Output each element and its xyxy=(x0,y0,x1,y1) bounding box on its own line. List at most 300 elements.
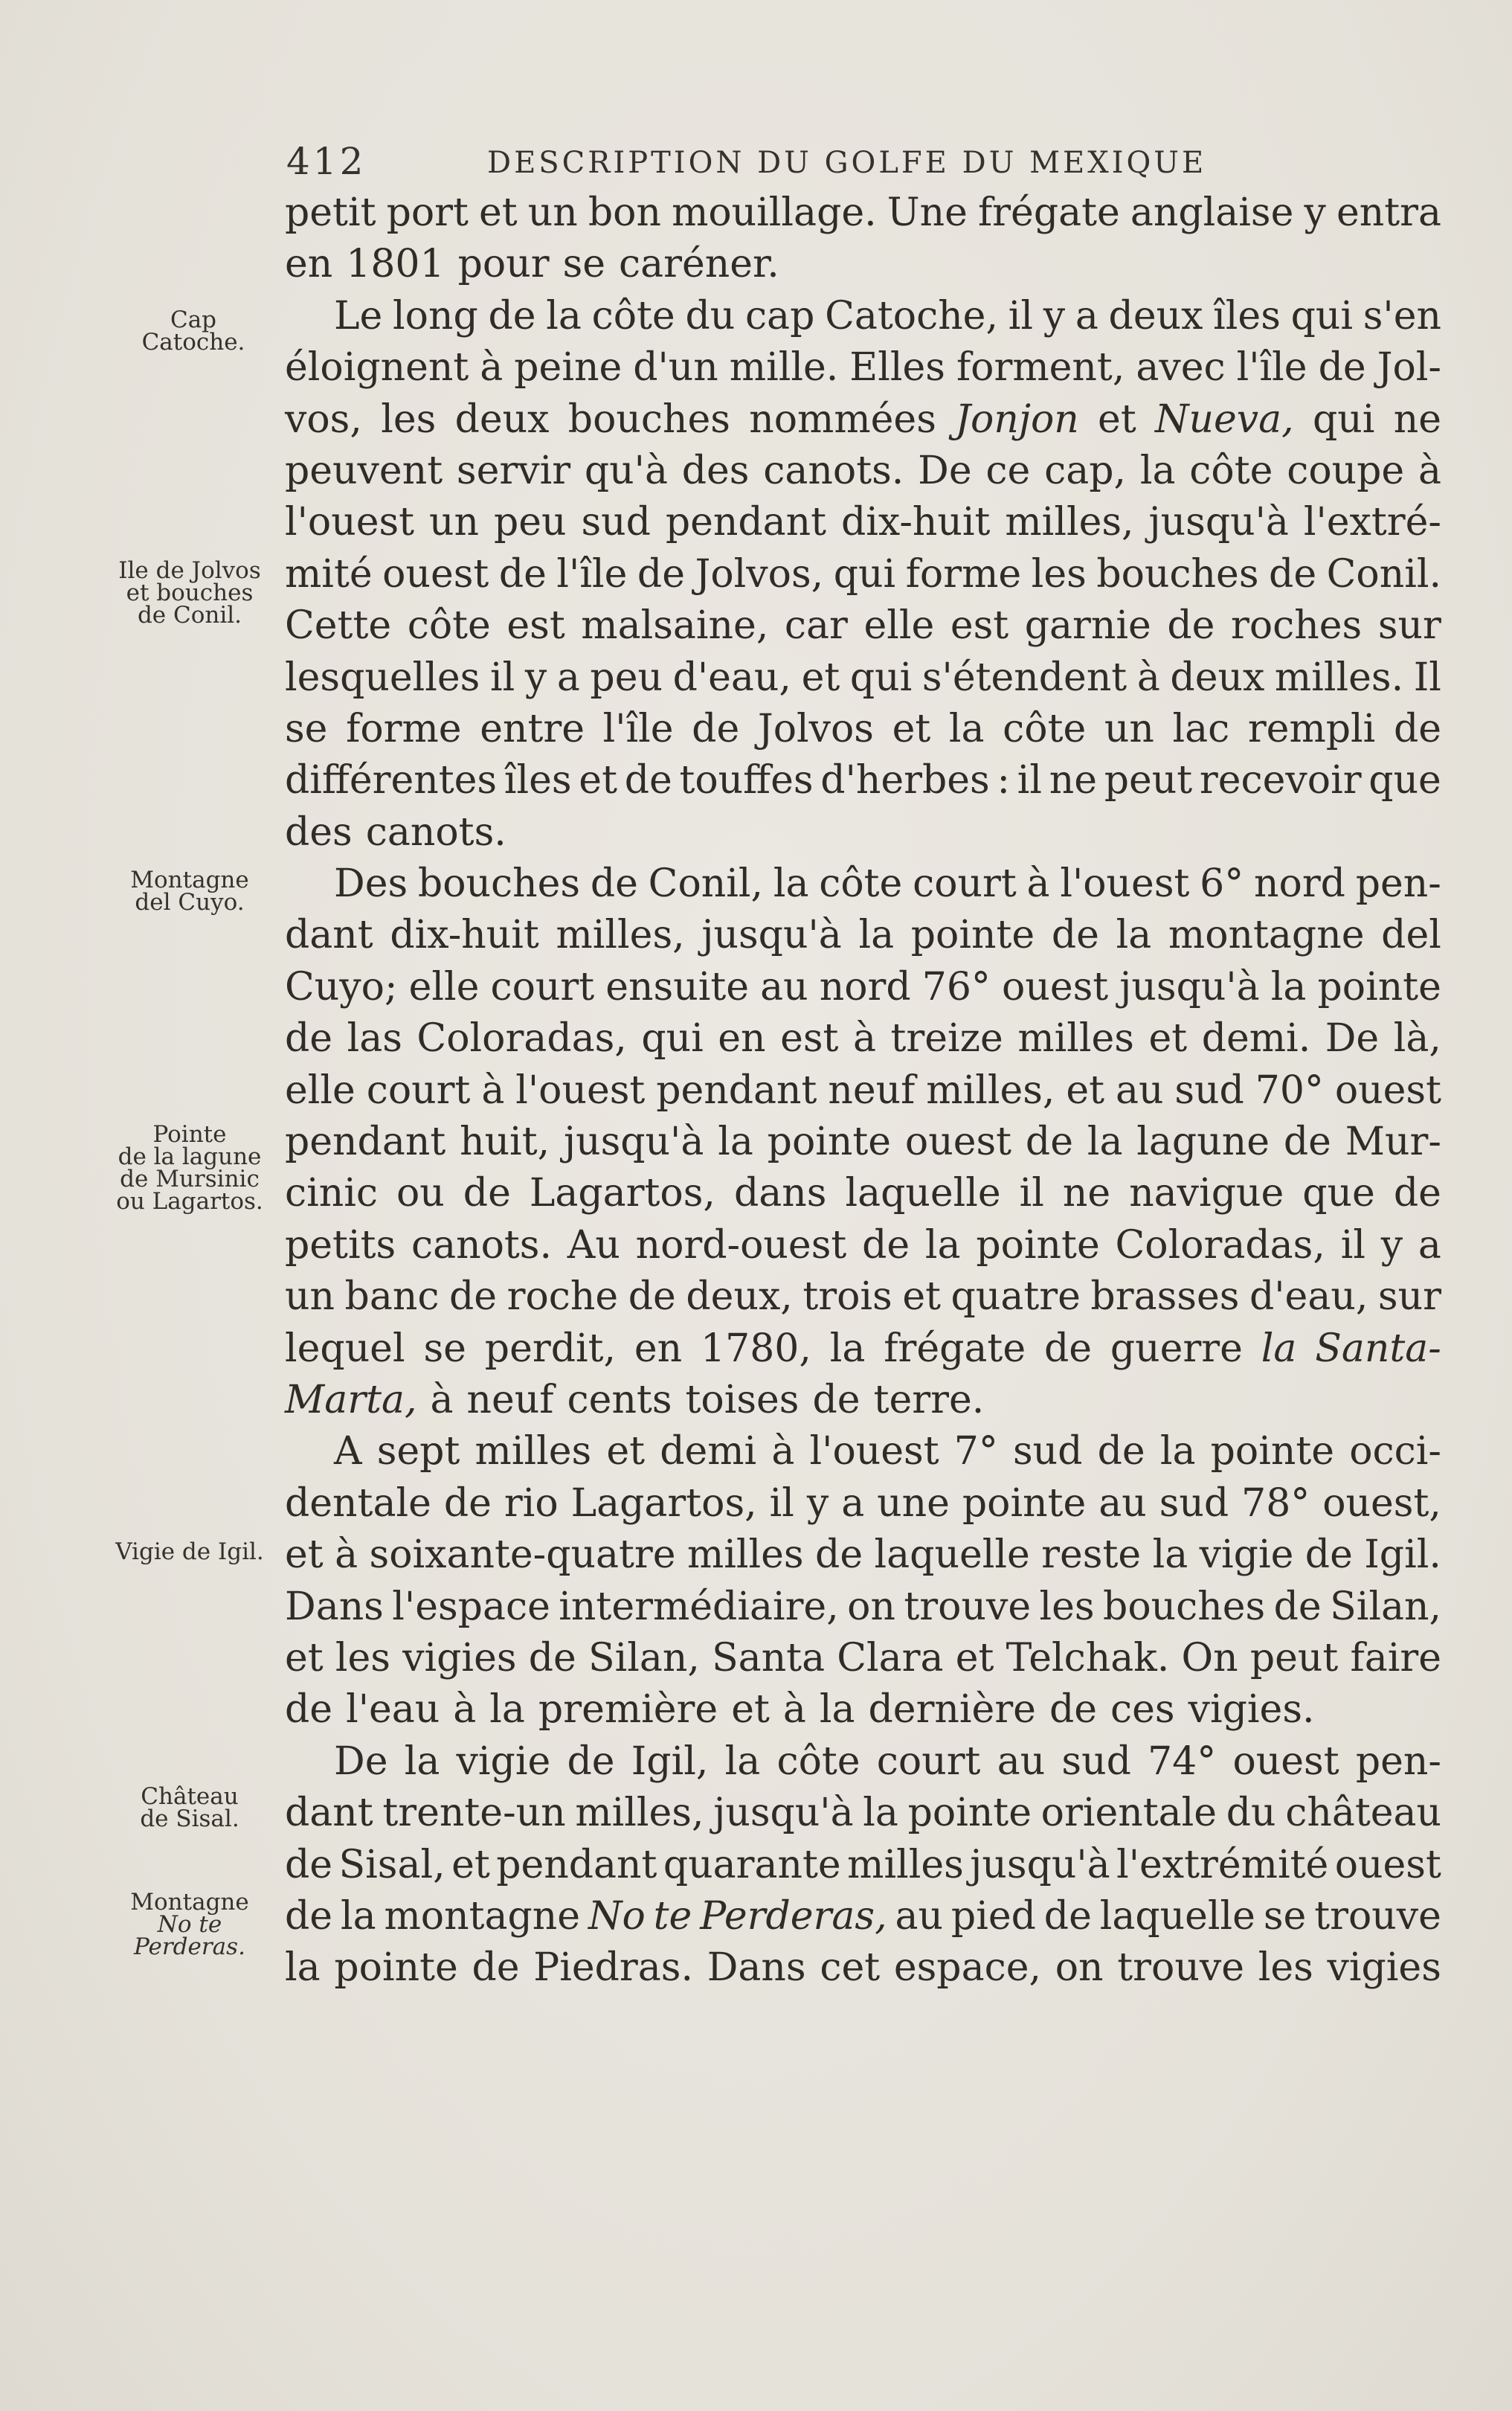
word: milles, xyxy=(575,1791,704,1836)
word: dans xyxy=(733,1171,827,1216)
text-line xyxy=(285,1684,1441,1736)
word: ce xyxy=(985,448,1031,493)
word: y xyxy=(524,655,547,700)
text-line xyxy=(285,1529,1441,1581)
word: de xyxy=(449,1274,498,1320)
word: Au xyxy=(567,1222,620,1268)
word: No xyxy=(588,1893,646,1939)
text-line xyxy=(285,704,1441,755)
word: les xyxy=(381,397,437,442)
word: canots. xyxy=(411,1222,552,1268)
word: côte xyxy=(1003,706,1087,751)
word: entra xyxy=(1336,190,1441,235)
word: l'ouest xyxy=(515,1068,646,1113)
word: la xyxy=(1087,1120,1123,1165)
word: la xyxy=(1116,913,1152,958)
word: l'île xyxy=(1236,345,1307,391)
word: cet xyxy=(820,1945,881,1991)
word: du xyxy=(1226,1791,1276,1836)
word: lesquelles xyxy=(285,655,480,700)
word: guerre xyxy=(1110,1326,1243,1371)
word: sud xyxy=(581,500,651,545)
word: de xyxy=(1318,345,1366,391)
word: qui xyxy=(641,1016,704,1062)
word: les xyxy=(1039,1584,1095,1629)
word: pointe xyxy=(907,1791,1032,1836)
word: la xyxy=(285,1945,321,1991)
word: Coloradas, xyxy=(1115,1222,1325,1268)
word: d'un xyxy=(633,345,718,391)
word: en xyxy=(718,1016,766,1062)
word: ne xyxy=(1049,758,1097,803)
word: côte xyxy=(591,293,675,338)
word: Dans xyxy=(285,1584,384,1629)
word: deux xyxy=(454,397,550,442)
word: dentale xyxy=(285,1480,431,1526)
word: navigue xyxy=(1129,1171,1284,1216)
word: milles xyxy=(686,1532,804,1578)
word: et xyxy=(285,1532,324,1578)
word: de xyxy=(812,1377,860,1422)
word: et xyxy=(1148,1016,1188,1062)
word: car xyxy=(784,603,848,649)
word: la xyxy=(924,1222,961,1268)
text-line xyxy=(285,1891,1441,1942)
text-line xyxy=(285,962,1441,1013)
margin-note-vigie-de-igil: Vigie de Igil. xyxy=(115,1538,264,1565)
word: de xyxy=(285,1893,333,1939)
word: se xyxy=(285,706,328,751)
word: frégate xyxy=(977,190,1120,235)
word: Santa xyxy=(712,1635,826,1680)
word: la xyxy=(718,1120,753,1165)
text-line xyxy=(285,600,1441,652)
word: court xyxy=(366,1068,471,1113)
word: la xyxy=(340,1893,376,1939)
word: de xyxy=(637,551,685,597)
word: 7° xyxy=(953,1429,998,1474)
word: court xyxy=(913,861,1017,907)
word: milles, xyxy=(926,1068,1055,1113)
word: nord xyxy=(1254,861,1345,907)
word: rempli xyxy=(1247,706,1376,751)
word: Lagartos, xyxy=(570,1480,757,1526)
word: et xyxy=(801,655,840,700)
word: caréner. xyxy=(619,242,779,287)
word: Cette xyxy=(285,603,392,649)
word: jusqu'à xyxy=(713,1791,854,1836)
text-line xyxy=(285,755,1441,806)
word: l'ouest xyxy=(285,500,415,545)
word: l'extrémité xyxy=(1116,1842,1329,1887)
word: toises xyxy=(685,1377,800,1422)
word: la xyxy=(948,706,985,751)
running-title: DESCRIPTION DU GOLFE DU MEXIQUE xyxy=(487,146,1207,180)
word: pendant xyxy=(496,1842,657,1887)
word: : xyxy=(997,758,1010,803)
word: un xyxy=(285,1274,335,1320)
word: forme xyxy=(346,706,462,751)
word: quarante xyxy=(663,1842,841,1887)
word: vigies xyxy=(402,1635,517,1680)
word: petits xyxy=(285,1222,396,1268)
word: îles xyxy=(504,758,572,803)
word: la xyxy=(1159,1429,1196,1474)
word: 76° xyxy=(921,964,991,1009)
word: sud xyxy=(1061,1739,1131,1784)
text-line xyxy=(285,1478,1441,1529)
word: terre. xyxy=(873,1377,985,1422)
word: canots. xyxy=(763,448,904,493)
word: pointe xyxy=(767,1120,892,1165)
word: trouve xyxy=(1314,1893,1441,1939)
word: de xyxy=(862,1222,910,1268)
word: nommées xyxy=(749,397,936,442)
word: Coloradas, xyxy=(416,1016,627,1062)
word: un xyxy=(429,500,479,545)
word: lac xyxy=(1172,706,1230,751)
word: petit xyxy=(285,190,376,235)
word: d'eau, xyxy=(672,655,791,700)
word: deux xyxy=(1170,655,1265,700)
text-line xyxy=(285,1788,1441,1839)
word: de xyxy=(1269,551,1317,597)
word: jusqu'à xyxy=(563,1120,704,1165)
word: ouest xyxy=(904,1120,1012,1165)
word: coupe xyxy=(1287,448,1405,493)
word: peuvent xyxy=(285,448,443,493)
word: milles xyxy=(474,1429,592,1474)
word: éloignent xyxy=(285,345,469,391)
word: dant xyxy=(285,913,373,958)
word: demi xyxy=(660,1429,757,1474)
word: ou xyxy=(396,1171,445,1216)
word: Conil. xyxy=(1326,551,1441,597)
word: peut xyxy=(1249,1635,1339,1680)
word: là, xyxy=(1393,1016,1441,1062)
word: sept xyxy=(376,1429,460,1474)
word: première xyxy=(538,1687,718,1733)
word: court xyxy=(490,964,595,1009)
word: a xyxy=(1418,1222,1441,1268)
word: Telchak. xyxy=(1006,1635,1170,1680)
word: se xyxy=(562,242,606,287)
word: de xyxy=(590,861,638,907)
word: la xyxy=(724,1739,761,1784)
margin-note-cap-catoche: Cap Catoche. xyxy=(141,306,245,356)
word: Silan, xyxy=(1330,1584,1441,1629)
word: des xyxy=(681,448,750,493)
word: milles xyxy=(1017,1016,1134,1062)
word: de xyxy=(567,1739,615,1784)
word: lequel xyxy=(285,1326,405,1371)
word: court xyxy=(876,1739,981,1784)
word: en xyxy=(285,242,333,287)
word: de xyxy=(1043,1893,1092,1939)
word: Dans xyxy=(707,1945,806,1991)
word: Une xyxy=(887,190,968,235)
word: Lagartos, xyxy=(529,1171,715,1216)
word: à xyxy=(481,1068,505,1113)
word: l'extré- xyxy=(1303,500,1441,545)
word: nord xyxy=(819,964,911,1009)
word: du xyxy=(685,293,736,338)
word: on xyxy=(1055,1945,1104,1991)
word: ouest xyxy=(1334,1068,1441,1113)
word: Jolvos xyxy=(757,706,874,751)
word: pointe xyxy=(910,913,1035,958)
word: Conil, xyxy=(648,861,764,907)
page-number: 412 xyxy=(286,140,367,183)
word: y xyxy=(1304,190,1326,235)
word: port xyxy=(386,190,469,235)
word: côte xyxy=(776,1739,860,1784)
word: une xyxy=(877,1480,950,1526)
word: de xyxy=(1283,1120,1331,1165)
page-header xyxy=(286,132,1246,184)
word: cents xyxy=(567,1377,672,1422)
word: s'étendent xyxy=(921,655,1127,700)
word: ne xyxy=(1393,397,1441,442)
text-line xyxy=(285,1736,1441,1788)
word: ouest xyxy=(1002,964,1109,1009)
word: roches xyxy=(1231,603,1363,649)
text-line xyxy=(285,1375,1441,1426)
word: long xyxy=(393,293,478,338)
word: avec xyxy=(1136,345,1226,391)
word: Igil, xyxy=(631,1739,709,1784)
word: sud xyxy=(1174,1068,1244,1113)
word: de xyxy=(463,1171,511,1216)
word: à xyxy=(335,1532,358,1578)
text-line xyxy=(285,342,1441,394)
word: A xyxy=(334,1429,362,1474)
word: neuf xyxy=(828,1068,916,1113)
word: l'île xyxy=(556,551,628,597)
word: mité xyxy=(285,551,373,597)
word: au xyxy=(1115,1068,1164,1113)
body-text xyxy=(285,187,1441,1994)
text-line xyxy=(285,1426,1441,1477)
word: qui xyxy=(849,655,913,700)
word: Sisal, xyxy=(338,1842,445,1887)
word: de xyxy=(498,551,547,597)
word: de xyxy=(443,1480,492,1526)
word: les xyxy=(335,1635,390,1680)
text-line xyxy=(285,1168,1441,1219)
word: te xyxy=(653,1893,692,1939)
word: forme xyxy=(905,551,1022,597)
word: servir xyxy=(456,448,571,493)
text-line xyxy=(285,910,1441,961)
word: cinic xyxy=(285,1171,378,1216)
word: les xyxy=(1031,551,1087,597)
word: il xyxy=(1017,758,1042,803)
word: côte xyxy=(407,603,491,649)
margin-note-chateau-de-sisal: Château de Sisal. xyxy=(140,1783,239,1832)
word: bouches xyxy=(417,861,581,907)
word: et xyxy=(606,1429,646,1474)
word: pointe xyxy=(1317,964,1441,1009)
word: trouve xyxy=(1117,1945,1244,1991)
word: à xyxy=(1136,655,1160,700)
word: De xyxy=(918,448,972,493)
word: pour xyxy=(457,242,550,287)
word: pointe xyxy=(1210,1429,1335,1474)
word: mille. xyxy=(729,345,839,391)
word: la xyxy=(819,1687,855,1733)
word: reste xyxy=(1041,1532,1142,1578)
word: de xyxy=(488,293,536,338)
word: espace, xyxy=(893,1945,1042,1991)
word: neuf xyxy=(466,1377,554,1422)
word: pen- xyxy=(1355,861,1441,907)
word: pied xyxy=(950,1893,1036,1939)
word: Il xyxy=(1413,655,1441,700)
word: de xyxy=(1043,1326,1093,1371)
word: l'ouest xyxy=(809,1429,939,1474)
word: îles xyxy=(1213,293,1281,338)
word: jusqu'à xyxy=(970,1842,1110,1887)
word: Jonjon xyxy=(955,397,1079,442)
word: milles, xyxy=(1005,500,1134,545)
word: banc xyxy=(344,1274,440,1320)
word: à xyxy=(782,1687,806,1733)
word: vigies. xyxy=(1188,1687,1315,1733)
word: deux, xyxy=(686,1274,793,1320)
margin-note-montagne-del-cuyo: Montagne del Cuyo. xyxy=(130,867,249,916)
word: jusqu'à xyxy=(1119,964,1260,1009)
word: de xyxy=(1097,1429,1145,1474)
word: est xyxy=(506,603,565,649)
word: a xyxy=(841,1480,865,1526)
text-line xyxy=(285,1840,1441,1891)
word: 1780, xyxy=(701,1326,811,1371)
word: de xyxy=(1273,1584,1322,1629)
word: de xyxy=(1167,603,1215,649)
word: à xyxy=(1026,861,1050,907)
word: les xyxy=(1258,1945,1313,1991)
word: elle xyxy=(408,964,480,1009)
word: la xyxy=(1261,1326,1297,1371)
word: côte xyxy=(1189,448,1273,493)
word: sud xyxy=(1159,1480,1229,1526)
word: De xyxy=(1325,1016,1380,1062)
word: il xyxy=(769,1480,794,1526)
word: Des xyxy=(334,861,408,907)
word: il xyxy=(1019,1171,1044,1216)
word: la xyxy=(858,913,895,958)
word: de xyxy=(285,1016,333,1062)
word: frégate xyxy=(884,1326,1026,1371)
text-line xyxy=(285,239,1441,290)
word: garnie xyxy=(1024,603,1151,649)
word: Le xyxy=(334,293,383,338)
word: la xyxy=(404,1739,440,1784)
word: et xyxy=(1098,397,1136,442)
word: Marta, xyxy=(285,1377,417,1422)
word: trouve xyxy=(904,1584,1032,1629)
word: à xyxy=(852,1016,876,1062)
word: la xyxy=(1152,1532,1188,1578)
word: la xyxy=(489,1687,525,1733)
word: ouest xyxy=(382,551,489,597)
word: las xyxy=(347,1016,402,1062)
word: et xyxy=(579,758,617,803)
word: de xyxy=(1393,1171,1441,1216)
word: On xyxy=(1181,1635,1238,1680)
word: et xyxy=(451,1842,490,1887)
word: pen- xyxy=(1355,1739,1441,1784)
word: pointe xyxy=(962,1480,1087,1526)
word: à xyxy=(1418,448,1441,493)
word: Perderas, xyxy=(700,1893,887,1939)
word: au xyxy=(760,964,808,1009)
word: elle xyxy=(863,603,935,649)
word: 6° xyxy=(1200,861,1244,907)
word: il xyxy=(1008,293,1033,338)
word: Elles xyxy=(849,345,945,391)
word: 74° xyxy=(1148,1739,1217,1784)
text-line xyxy=(285,1117,1441,1168)
word: cap, xyxy=(1044,448,1127,493)
word: soixante-quatre xyxy=(369,1532,676,1578)
word: Nueva, xyxy=(1155,397,1294,442)
word: y xyxy=(1380,1222,1403,1268)
word: pointe xyxy=(976,1222,1100,1268)
word: a xyxy=(556,655,580,700)
word: vigie xyxy=(456,1739,551,1784)
word: cap xyxy=(744,293,815,338)
word: occi- xyxy=(1349,1429,1441,1474)
word: en xyxy=(634,1326,683,1371)
word: la xyxy=(829,1326,866,1371)
word: Piedras. xyxy=(533,1945,694,1991)
text-line xyxy=(285,1323,1441,1375)
word: malsaine, xyxy=(581,603,769,649)
word: peu xyxy=(590,655,663,700)
word: peine xyxy=(514,345,623,391)
word: pendant xyxy=(285,1120,446,1165)
word: vos, xyxy=(285,397,362,442)
text-line xyxy=(285,1633,1441,1684)
word: l'île xyxy=(602,706,674,751)
word: il xyxy=(1340,1222,1365,1268)
word: recevoir xyxy=(1199,758,1362,803)
word: la xyxy=(1270,964,1307,1009)
text-line xyxy=(285,549,1441,600)
word: ensuite xyxy=(605,964,750,1009)
word: treize xyxy=(890,1016,1003,1062)
word: un xyxy=(527,190,578,235)
word: à xyxy=(453,1687,477,1733)
word: au xyxy=(1098,1480,1147,1526)
word: bouches xyxy=(1096,551,1259,597)
word: s'en xyxy=(1363,293,1441,338)
word: huit, xyxy=(460,1120,550,1165)
word: pendant xyxy=(656,1068,817,1113)
word: qui xyxy=(1312,397,1375,442)
word: l'ouest xyxy=(1060,861,1190,907)
word: nord-ouest xyxy=(635,1222,847,1268)
word: milles xyxy=(847,1842,964,1887)
word: milles, xyxy=(556,913,685,958)
word: des xyxy=(285,809,353,855)
word: dant xyxy=(285,1791,373,1836)
text-line xyxy=(285,1065,1441,1117)
word: trois xyxy=(802,1274,892,1320)
word: laquelle xyxy=(874,1532,1030,1578)
